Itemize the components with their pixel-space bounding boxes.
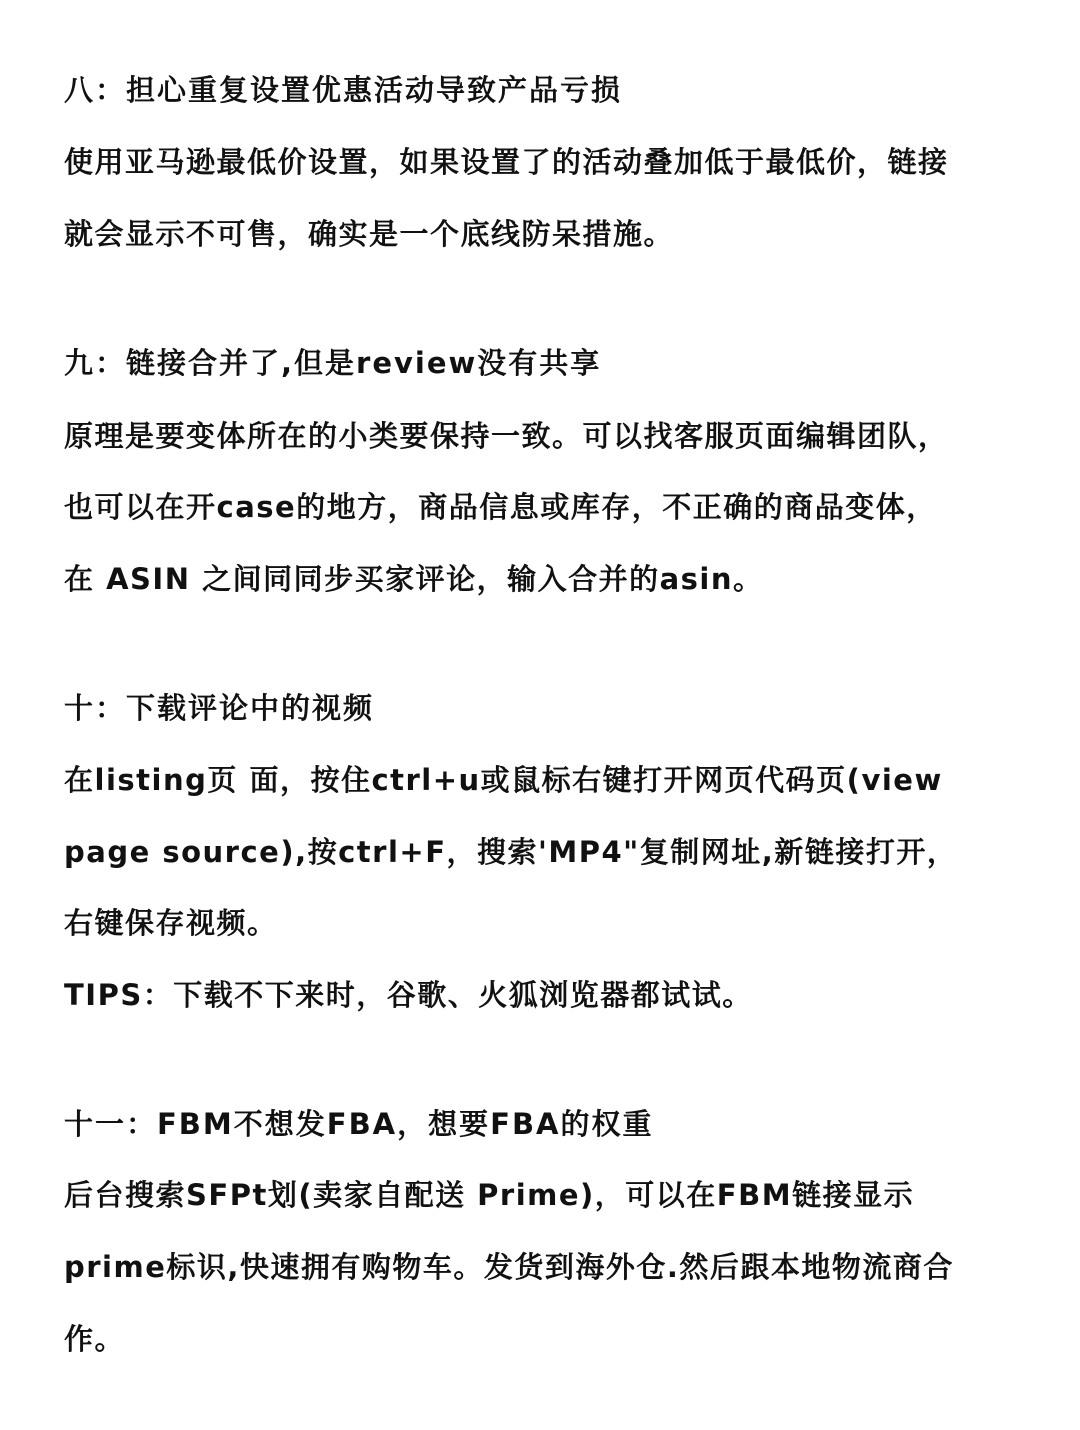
section-heading: 八：担心重复设置优惠活动导致产品亏损	[64, 73, 623, 107]
paragraph-line: 原理是要变体所在的小类要保持一致。可以找客服页面编辑团队，	[64, 419, 949, 453]
paragraph-line: page source),按ctrl+F，搜索'MP4"复制网址,新链接打开，	[64, 835, 958, 869]
paragraph-line: 作。	[64, 1322, 126, 1356]
paragraph-line: 在listing页 面，按住ctrl+u或鼠标右键打开网页代码页(view	[64, 763, 943, 797]
paragraph-line: 后台搜索SFPt划(卖家自配送 Prime)，可以在FBM链接显示	[64, 1178, 915, 1212]
paragraph-line: 在 ASIN 之间同同步买家评论，输入合并的asin。	[64, 562, 764, 596]
section-heading: 十：下载评论中的视频	[64, 691, 375, 725]
paragraph-line: prime标识,快速拥有购物车。发货到海外仓.然后跟本地物流商合	[64, 1250, 954, 1284]
tips-line: TIPS：下载不下来时，谷歌、火狐浏览器都试试。	[64, 978, 753, 1012]
paragraph-line: 右键保存视频。	[64, 906, 278, 940]
paragraph-line: 也可以在开case的地方，商品信息或库存，不正确的商品变体，	[64, 490, 937, 524]
section-heading: 九：链接合并了,但是review没有共享	[64, 346, 602, 380]
paragraph-line: 使用亚马逊最低价设置，如果设置了的活动叠加低于最低价，链接	[64, 145, 949, 179]
section-heading: 十一：FBM不想发FBA，想要FBA的权重	[64, 1107, 654, 1141]
paragraph-line: 就会显示不可售，确实是一个底线防呆措施。	[64, 217, 675, 251]
